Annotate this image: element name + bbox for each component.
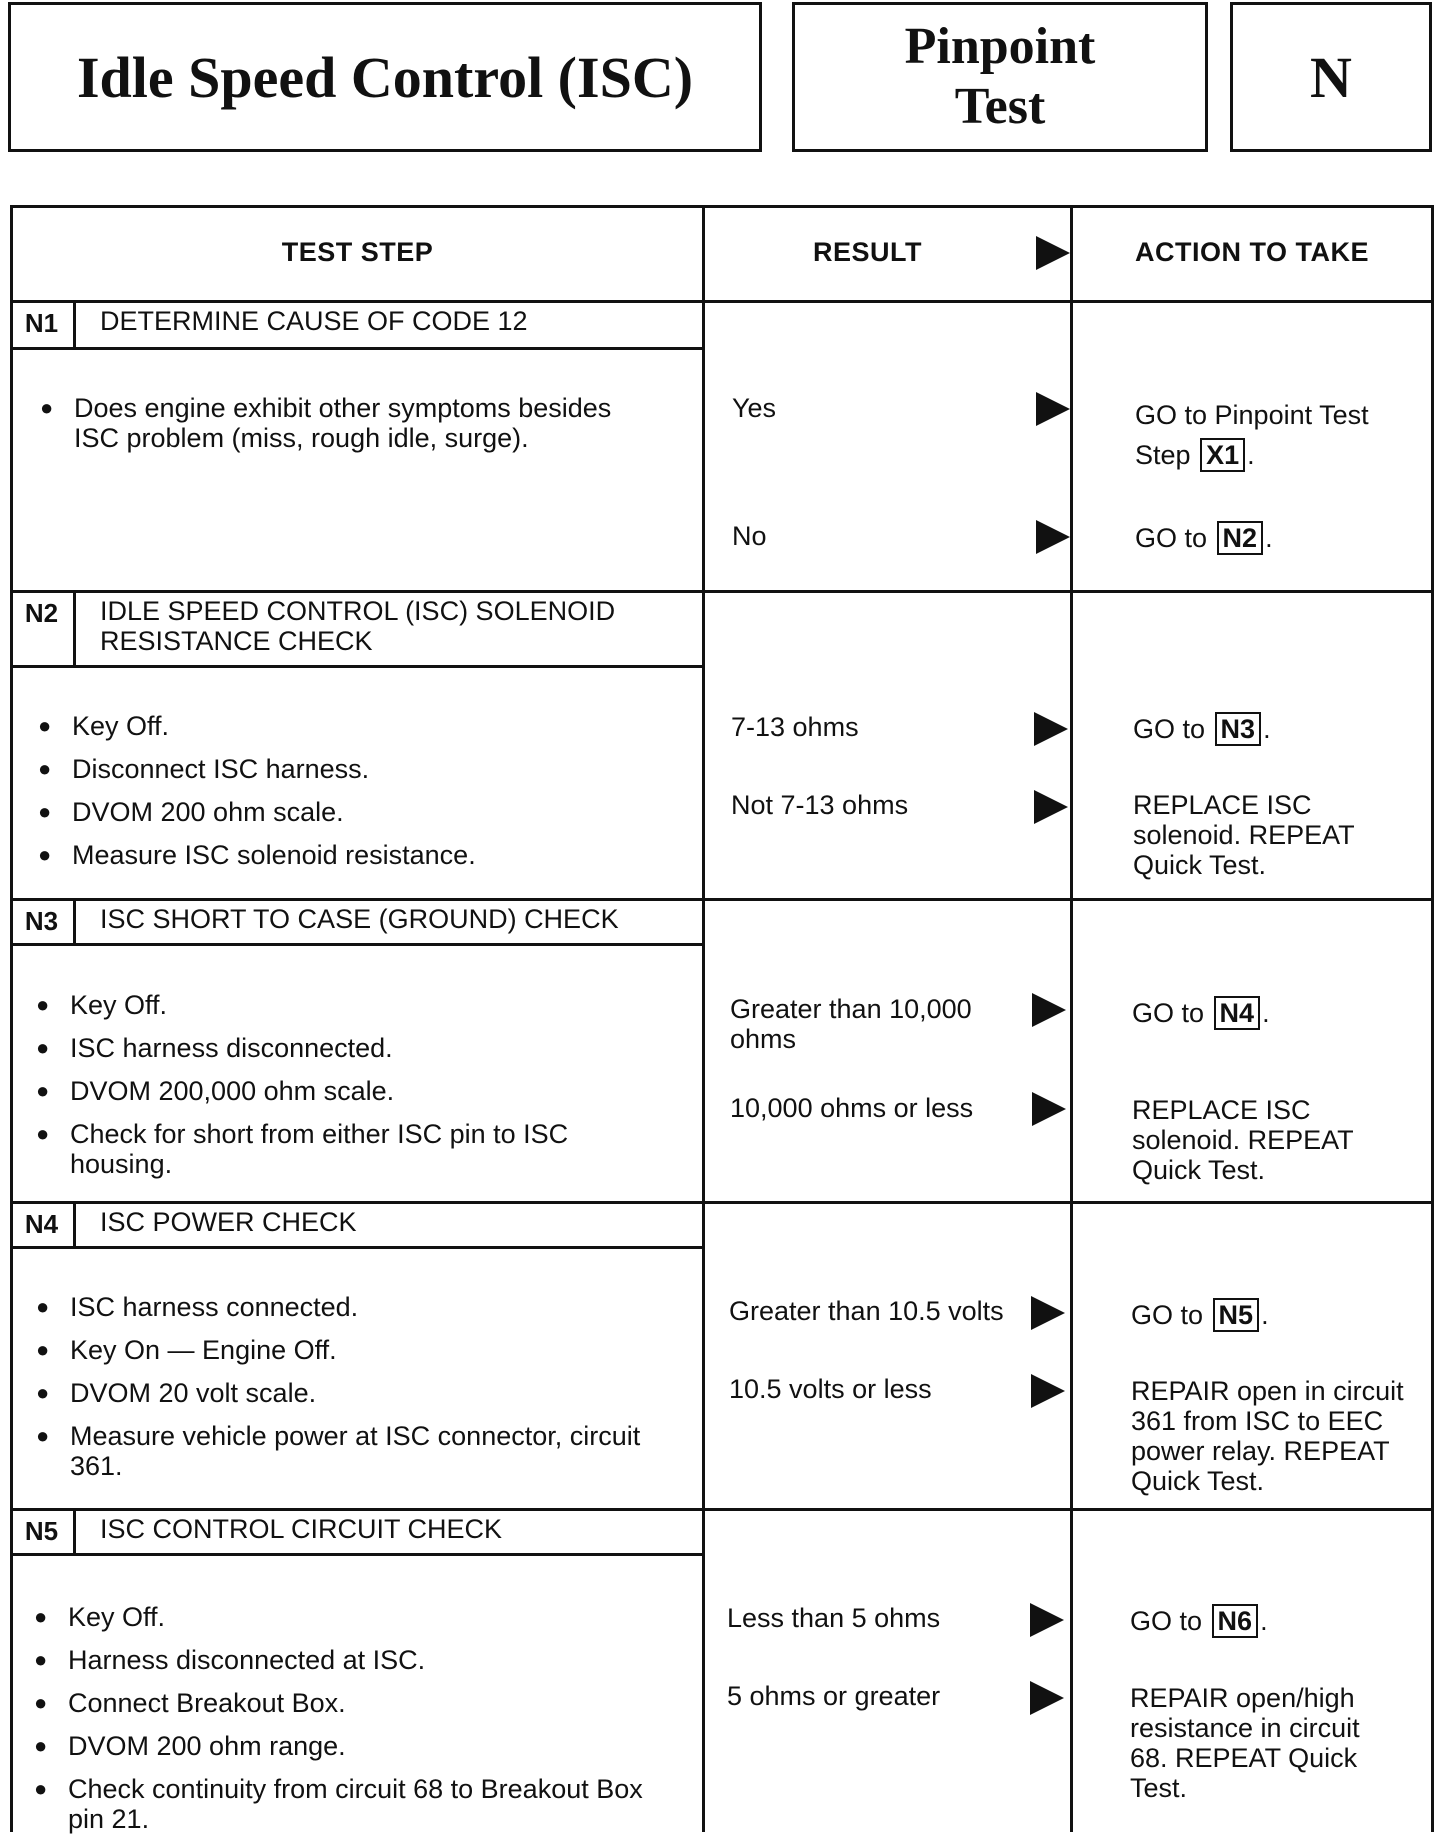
step-id: N5 bbox=[10, 1508, 76, 1553]
column-divider-result bbox=[702, 205, 705, 1832]
column-header-result-text: RESULT bbox=[813, 237, 922, 267]
bullet-item: ● Measure vehicle power at ISC connector, circuit 361. bbox=[36, 1421, 656, 1481]
step-header-n3 bbox=[10, 898, 702, 946]
step-id: N2 bbox=[10, 590, 76, 665]
pinpoint-line1: Pinpoint bbox=[904, 18, 1096, 75]
test-letter bbox=[1230, 2, 1432, 152]
bullet-item: ● Check for short from either ISC pin to ISC housing. bbox=[36, 1119, 676, 1179]
bullet-item: ● DVOM 20 volt scale. bbox=[36, 1378, 656, 1408]
step-bullets-n5 bbox=[34, 1602, 674, 1834]
bullet-item: ● Key Off. bbox=[38, 711, 678, 741]
result-n3-ok: Greater than 10,000 ohms bbox=[730, 994, 972, 1054]
action-n3-ok bbox=[1132, 996, 1422, 1030]
result-arrow-icon bbox=[1030, 1681, 1064, 1715]
page-title bbox=[8, 2, 762, 152]
action-suffix: . bbox=[1262, 998, 1270, 1028]
bullet-item: ● ISC harness disconnected. bbox=[36, 1033, 676, 1063]
step-bullets-n3 bbox=[36, 990, 676, 1179]
step-header-n5 bbox=[10, 1508, 702, 1556]
bullet-item: ● Key Off. bbox=[36, 990, 676, 1020]
bullet-item: ● Measure ISC solenoid resistance. bbox=[38, 840, 678, 870]
step-title: IDLE SPEED CONTROL (ISC) SOLENOID RESISTANCE CHECK bbox=[100, 596, 616, 656]
step-bullets-n1 bbox=[40, 393, 660, 453]
page-title-text: Idle Speed Control (ISC) bbox=[76, 44, 694, 110]
column-header-test-step bbox=[13, 205, 702, 300]
column-header-action-text: ACTION TO TAKE bbox=[1135, 237, 1369, 267]
action-text: GO to bbox=[1135, 523, 1208, 553]
test-letter-text: N bbox=[1310, 44, 1352, 110]
step-title: DETERMINE CAUSE OF CODE 12 bbox=[100, 306, 528, 336]
bullet-item: ● ISC harness connected. bbox=[36, 1292, 656, 1322]
action-text: GO to bbox=[1132, 998, 1205, 1028]
action-n2-fail: REPLACE ISC solenoid. REPEAT Quick Test. bbox=[1133, 790, 1355, 880]
action-n5-ok bbox=[1130, 1604, 1420, 1638]
result-arrow-icon bbox=[1034, 712, 1068, 746]
action-suffix: . bbox=[1263, 714, 1271, 744]
action-n4-fail: REPAIR open in circuit 361 from ISC to EEC power relay. REPEAT Quick Test. bbox=[1131, 1376, 1404, 1496]
bullet-item: ● DVOM 200 ohm range. bbox=[34, 1731, 674, 1761]
action-text: GO to Pinpoint Test Step bbox=[1135, 400, 1369, 470]
step-ref-n5: N5 bbox=[1213, 1298, 1260, 1332]
result-n4-ok: Greater than 10.5 volts bbox=[729, 1296, 1004, 1326]
bullet-item: ● DVOM 200,000 ohm scale. bbox=[36, 1076, 676, 1106]
step-id: N3 bbox=[10, 898, 76, 943]
result-n2-ok: 7-13 ohms bbox=[731, 712, 859, 742]
step-ref-n4: N4 bbox=[1214, 996, 1261, 1030]
action-n3-fail: REPLACE ISC solenoid. REPEAT Quick Test. bbox=[1132, 1095, 1354, 1185]
result-arrow-icon bbox=[1031, 1296, 1065, 1330]
bullet-item: ● Does engine exhibit other symptoms besides ISC problem (miss, rough idle, surge). bbox=[40, 393, 660, 453]
action-suffix: . bbox=[1265, 523, 1273, 553]
step-title: ISC POWER CHECK bbox=[100, 1207, 357, 1237]
column-header-action bbox=[1073, 205, 1431, 300]
step-ref-n2: N2 bbox=[1217, 521, 1264, 555]
step-title: ISC SHORT TO CASE (GROUND) CHECK bbox=[100, 904, 619, 934]
bullet-item: ● Harness disconnected at ISC. bbox=[34, 1645, 674, 1675]
result-arrow-icon bbox=[1032, 993, 1066, 1027]
action-n5-fail: REPAIR open/high resistance in circuit 68. REPEAT Quick Test. bbox=[1130, 1683, 1360, 1803]
pinpoint-test-label bbox=[792, 2, 1208, 152]
result-n5-ok: Less than 5 ohms bbox=[727, 1603, 941, 1633]
result-arrow-icon bbox=[1031, 1374, 1065, 1408]
result-n5-fail: 5 ohms or greater bbox=[727, 1681, 941, 1711]
step-header-n1 bbox=[10, 300, 702, 350]
column-header-result bbox=[705, 205, 1070, 300]
action-suffix: . bbox=[1260, 1606, 1268, 1636]
result-arrow-icon bbox=[1032, 1092, 1066, 1126]
result-n4-fail: 10.5 volts or less bbox=[729, 1374, 932, 1404]
pinpoint-line2: Test bbox=[954, 78, 1046, 135]
action-n2-ok bbox=[1133, 712, 1423, 746]
result-arrow-icon bbox=[1036, 520, 1070, 554]
step-ref-n3: N3 bbox=[1215, 712, 1262, 746]
step-title: ISC CONTROL CIRCUIT CHECK bbox=[100, 1514, 503, 1544]
step-id: N1 bbox=[10, 300, 76, 347]
bullet-item: ● Disconnect ISC harness. bbox=[38, 754, 678, 784]
action-text: GO to bbox=[1130, 1606, 1203, 1636]
result-n3-fail: 10,000 ohms or less bbox=[730, 1093, 974, 1123]
action-suffix: . bbox=[1247, 440, 1255, 470]
step-bullets-n4 bbox=[36, 1292, 656, 1481]
bullet-item: ● Connect Breakout Box. bbox=[34, 1688, 674, 1718]
bullet-item: ● DVOM 200 ohm scale. bbox=[38, 797, 678, 827]
header-arrow-icon bbox=[1036, 236, 1070, 270]
column-header-test-step-text: TEST STEP bbox=[281, 237, 434, 267]
step-ref-n6: N6 bbox=[1212, 1604, 1259, 1638]
bullet-item: ● Check continuity from circuit 68 to Breakout Box pin 21. bbox=[34, 1774, 674, 1834]
result-n2-fail: Not 7-13 ohms bbox=[731, 790, 909, 820]
action-n1-no bbox=[1135, 521, 1425, 555]
action-text: GO to bbox=[1131, 1300, 1204, 1330]
step-ref-x1: X1 bbox=[1200, 438, 1245, 472]
step-header-n2 bbox=[10, 590, 702, 668]
action-n4-ok bbox=[1131, 1298, 1421, 1332]
action-suffix: . bbox=[1261, 1300, 1269, 1330]
bullet-item: ● Key Off. bbox=[34, 1602, 674, 1632]
result-arrow-icon bbox=[1034, 790, 1068, 824]
step-id: N4 bbox=[10, 1201, 76, 1246]
step-header-n4 bbox=[10, 1201, 702, 1249]
action-text: GO to bbox=[1133, 714, 1206, 744]
result-n1-no: No bbox=[732, 521, 767, 551]
bullet-item: ● Key On — Engine Off. bbox=[36, 1335, 656, 1365]
column-divider-action bbox=[1070, 205, 1073, 1832]
result-n1-yes: Yes bbox=[732, 393, 777, 423]
step-bullets-n2 bbox=[38, 711, 678, 870]
result-arrow-icon bbox=[1036, 392, 1070, 426]
action-n1-yes bbox=[1135, 395, 1425, 475]
result-arrow-icon bbox=[1030, 1603, 1064, 1637]
